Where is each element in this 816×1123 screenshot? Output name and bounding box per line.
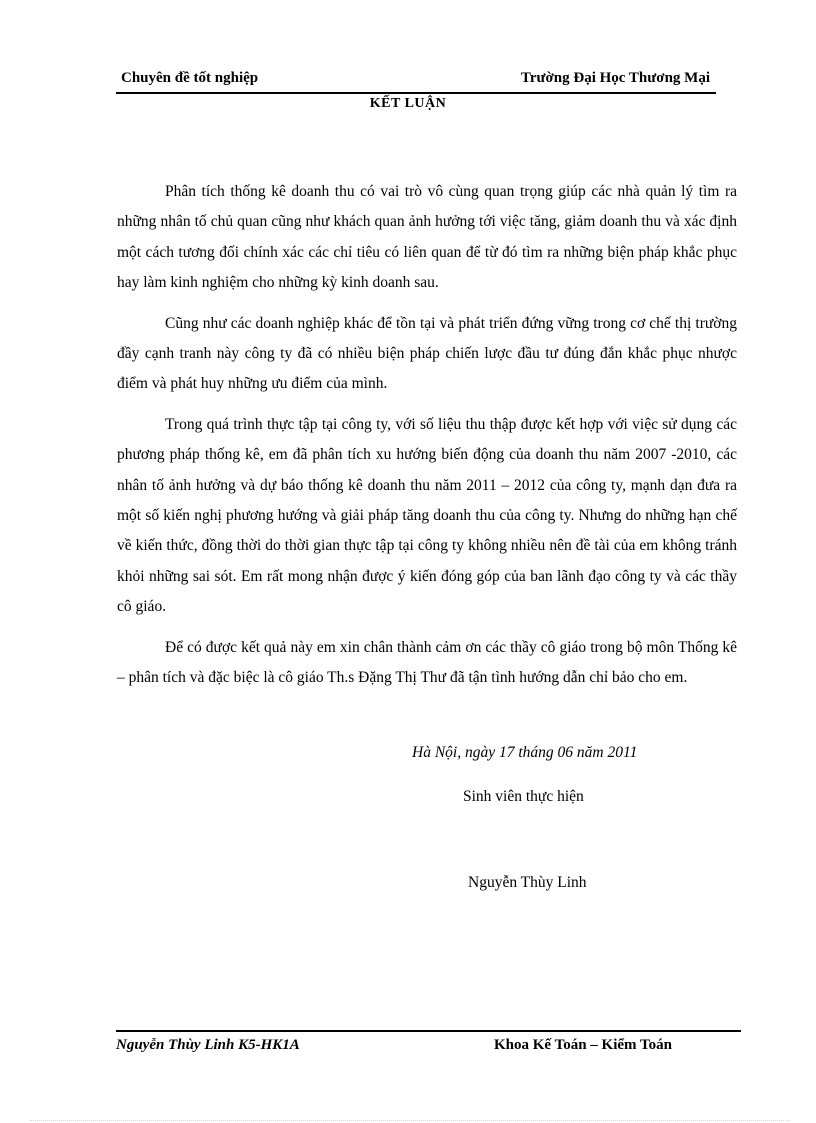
page-bottom-border [30, 1120, 790, 1121]
footer-divider [116, 1030, 741, 1032]
conclusion-body [117, 177, 737, 704]
page-header [116, 68, 716, 94]
footer-right-text: Khoa Kế Toán – Kiểm Toán [494, 1037, 672, 1053]
section-title: KẾT LUẬN [369, 96, 447, 111]
paragraph-1: Phân tích thống kê doanh thu có vai trò vô cùng quan trọng giúp các nhà quản lý tìm ra những nhân tố chủ quan cũng như khách quan ảnh hưởng tới việc tăng, giảm doanh thu và xác định một cách tương đối chính xác các chỉ tiêu có liên quan để từ đó tìm ra những biện pháp khắc phục hay làm kinh nghiệm cho những kỳ kinh doanh sau. [117, 183, 737, 292]
signature-name: Nguyễn Thùy Linh [468, 874, 587, 891]
signature-role: Sinh viên thực hiện [463, 788, 584, 805]
signature-date: Hà Nội, ngày 17 tháng 06 năm 2011 [412, 744, 638, 761]
header-right-text: Trường Đại Học Thương Mại [520, 70, 710, 86]
footer-left-text: Nguyễn Thùy Linh K5-HK1A [116, 1037, 300, 1053]
paragraph-4: Để có được kết quả này em xin chân thành cảm ơn các thầy cô giáo trong bộ môn Thống kê – phân tích và đặc biệc là cô giáo Th.s Đặng Thị Thư đã tận tình hướng dẫn chỉ bảo cho em. [117, 638, 737, 687]
header-left-text: Chuyên đề tốt nghiệp [121, 70, 259, 86]
paragraph-3: Trong quá trình thực tập tại công ty, với số liệu thu thập được kết hợp với việc sử dụng các phương pháp thống kê, em đã phân tích xu hướng biến động của doanh thu năm 2007 -2010, các nhân tố ảnh hưởng và dự báo thống kê doanh thu năm 2011 – 2012 của công ty, mạnh dạn đưa ra một số kiến nghị phương hướng và giải pháp tăng doanh thu của công ty. Nhưng do những hạn chế về kiến thức, đồng thời do thời gian thực tập tại công ty không nhiều nên đề tài của em không tránh khỏi những sai sót. Em rất mong nhận được ý kiến đóng góp của ban lãnh đạo công ty và các thầy cô giáo. [117, 415, 737, 616]
paragraph-2: Cũng như các doanh nghiệp khác để tồn tại và phát triển đứng vững trong cơ chế thị trường đầy cạnh tranh này công ty đã có nhiều biện pháp chiến lược đầu tư đúng đắn khắc phục nhược điểm và phát huy những ưu điểm của mình. [117, 314, 737, 393]
